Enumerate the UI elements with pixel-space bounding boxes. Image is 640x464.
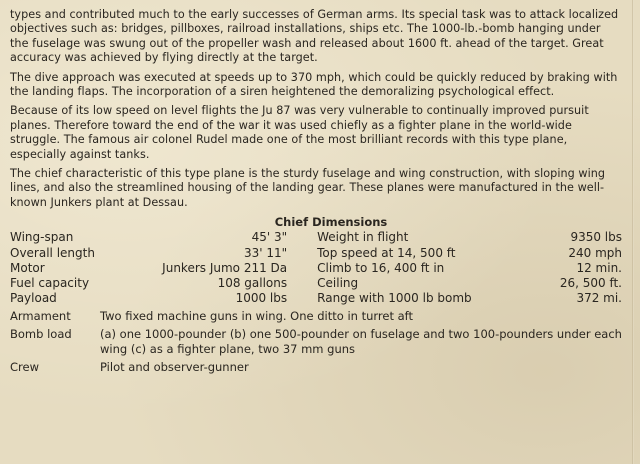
dimensions-heading: Chief Dimensions [274,215,388,230]
dimension-row [317,246,622,261]
dimension-value: 9350 lbs [570,230,622,245]
dimension-row [317,276,622,291]
spec-label: Armament [10,308,71,323]
dimension-label: Fuel capacity [10,276,90,291]
specifications-list [10,309,622,375]
dimension-label: Climb to 16, 400 ft in [317,260,445,275]
dimension-label: Range with 1000 lb bomb [317,291,472,306]
paragraph-mission: types and contributed much to the early successes of German arms. Its special task was to attack localized objectives such as: bridges, pillboxes, railroad installations, ships etc. The 1000-lb.-bomb hanging under the fuselage was swung out of the propeller wash and released about 1600 ft. ahead of the target. Great accuracy was achieved by flying directly at the target. [10,8,619,65]
dimension-row [10,230,287,245]
dimension-value: 45' 3" [251,230,288,245]
dimension-row [10,291,287,306]
dimension-value: 240 mph [568,245,622,260]
paragraph-vulnerability: Because of its low speed on level flights the Ju 87 was very vulnerable to continually improved pursuit planes. Therefore toward the end of the war it was used chiefly as a fighter plane in the world-wide struggle. The famous air colonel Rudel made one of the most brilliant records with this type plane, especially against tanks. [10,104,589,161]
spec-value: Pilot and observer-gunner [100,359,249,374]
dimension-label: Weight in flight [317,230,409,245]
dimension-value: Junkers Jumo 211 Da [162,260,288,275]
dimension-row [10,261,287,276]
dimension-label: Top speed at 14, 500 ft [317,245,456,260]
spec-row-crew [10,360,622,374]
paragraph-characteristics: The chief characteristic of this type plane is the sturdy fuselage and wing construction, with sloping wing lines, and also the streamlined housing of the landing gear. These planes were manufactured in the well-known Junkers plant at Dessau. [10,167,606,209]
dimension-label: Payload [10,291,57,306]
dimension-value: 26, 500 ft. [559,276,622,291]
dimensions-left-column [10,230,287,306]
spec-row-armament [10,309,622,323]
spec-value: (a) one 1000-pounder (b) one 500-pounder on fuselage and two 100-pounders under each wing (c) as a fighter plane, two 37 mm guns [100,327,622,356]
dimension-label: Ceiling [317,276,359,291]
spec-label: Bomb load [10,327,72,342]
paragraph-dive-approach: The dive approach was executed at speeds up to 370 mph, which could be quickly reduced by braking with the landing flaps. The incorporation of a siren heightened the demoralizing psychological effect. [10,70,618,99]
dimension-value: 33' 11" [243,245,288,260]
dimension-value: 1000 lbs [235,291,288,306]
dimension-row [317,261,622,276]
dimension-row [10,246,287,261]
dimension-value: 108 gallons [217,276,288,291]
page-fold-shadow [632,0,634,464]
dimensions-right-column [317,230,622,306]
dimension-row [317,230,622,245]
spec-row-bomb-load [10,327,622,356]
spec-value: Two fixed machine guns in wing. One ditto in turret aft [100,308,414,323]
dimension-value: 372 mi. [576,291,622,306]
dimension-row [317,291,622,306]
dimension-label: Wing-span [10,230,74,245]
dimensions-table [10,230,622,306]
dimension-label: Motor [10,260,45,275]
dimension-value: 12 min. [576,260,622,275]
dimension-row [10,276,287,291]
spec-label: Crew [10,359,39,374]
dimension-label: Overall length [10,245,95,260]
